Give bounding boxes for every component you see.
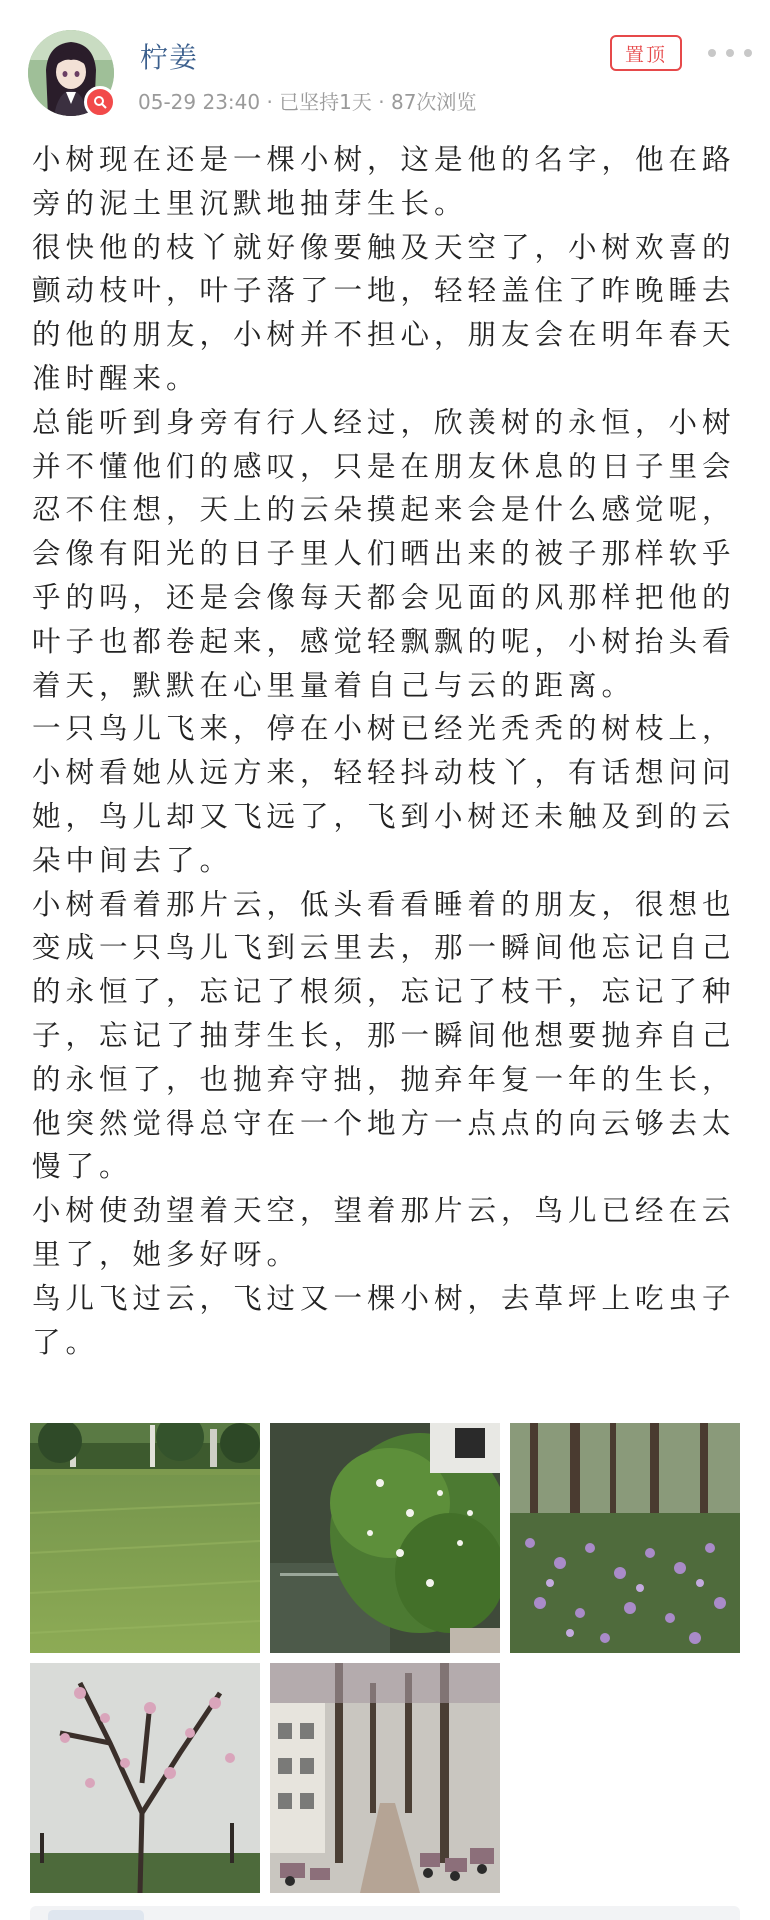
paragraph: 一只鸟儿飞来，停在小树已经光秃秃的树枝上，小树看她从远方来，轻轻抖动枝丫，有话想问问她，鸟儿却又飞远了，飞到小树还未触及到的云朵中间去了。: [32, 712, 736, 877]
pin-button[interactable]: 置顶: [610, 35, 682, 71]
badge-icon: [84, 86, 116, 118]
bottom-bar: [30, 1906, 740, 1920]
dot: [744, 49, 752, 57]
paragraph: 总能听到身旁有行人经过，欣羡树的永恒，小树并不懂他们的感叹，只是在朋友休息的日子里会忍不住想，天上的云朵摸起来会是什么感觉呢，会像有阳光的日子里人们晒出来的被子那样软乎乎的吗，还是会像每天都会见面的风那样把他的叶子也都卷起来，感觉轻飘飘的呢，小树抬头看着天，默默在心里量着自己与云的距离。: [32, 405, 736, 702]
username[interactable]: 柠姜: [140, 41, 199, 74]
post-header: [0, 0, 770, 135]
avatar[interactable]: [28, 30, 114, 116]
post-meta: 05-29 23:40 · 已坚持1天 · 87次浏览: [138, 90, 477, 114]
photo-purple-flowers[interactable]: [510, 1423, 740, 1653]
photo-lawn[interactable]: [30, 1423, 260, 1653]
bottom-pill: [48, 1910, 144, 1920]
paragraph: 很快他的枝丫就好像要触及天空了，小树欢喜的颤动枝叶，叶子落了一地，轻轻盖住了昨晚睡去的他的朋友，小树并不担心，朋友会在明年春天准时醒来。: [32, 230, 736, 395]
paragraph: 小树看着那片云，低头看看睡着的朋友，很想也变成一只鸟儿飞到云里去，那一瞬间他忘记自己的永恒了，忘记了根须，忘记了枝干，忘记了种子，忘记了抽芽生长，那一瞬间他想要抛弃自己的永恒了，也抛弃守拙，抛弃年复一年的生长，他突然觉得总守在一个地方一点点的向云够去太慢了。: [32, 887, 736, 1184]
paragraph: 小树使劲望着天空，望着那片云，鸟儿已经在云里了，她多好呀。: [32, 1194, 736, 1271]
more-dots-icon[interactable]: [708, 41, 752, 65]
photo-tree-lined-street[interactable]: [270, 1663, 500, 1893]
dot: [708, 49, 716, 57]
photo-flowering-shrub[interactable]: [270, 1423, 500, 1653]
photo-magnolia-tree[interactable]: [30, 1663, 260, 1893]
photo-grid: [30, 1423, 740, 1883]
paragraph: 小树现在还是一棵小树，这是他的名字，他在路旁的泥土里沉默地抽芽生长。: [32, 143, 736, 220]
dot: [726, 49, 734, 57]
post-body: [32, 138, 744, 1364]
paragraph: 鸟儿飞过云，飞过又一棵小树，去草坪上吃虫子了。: [32, 1281, 736, 1359]
